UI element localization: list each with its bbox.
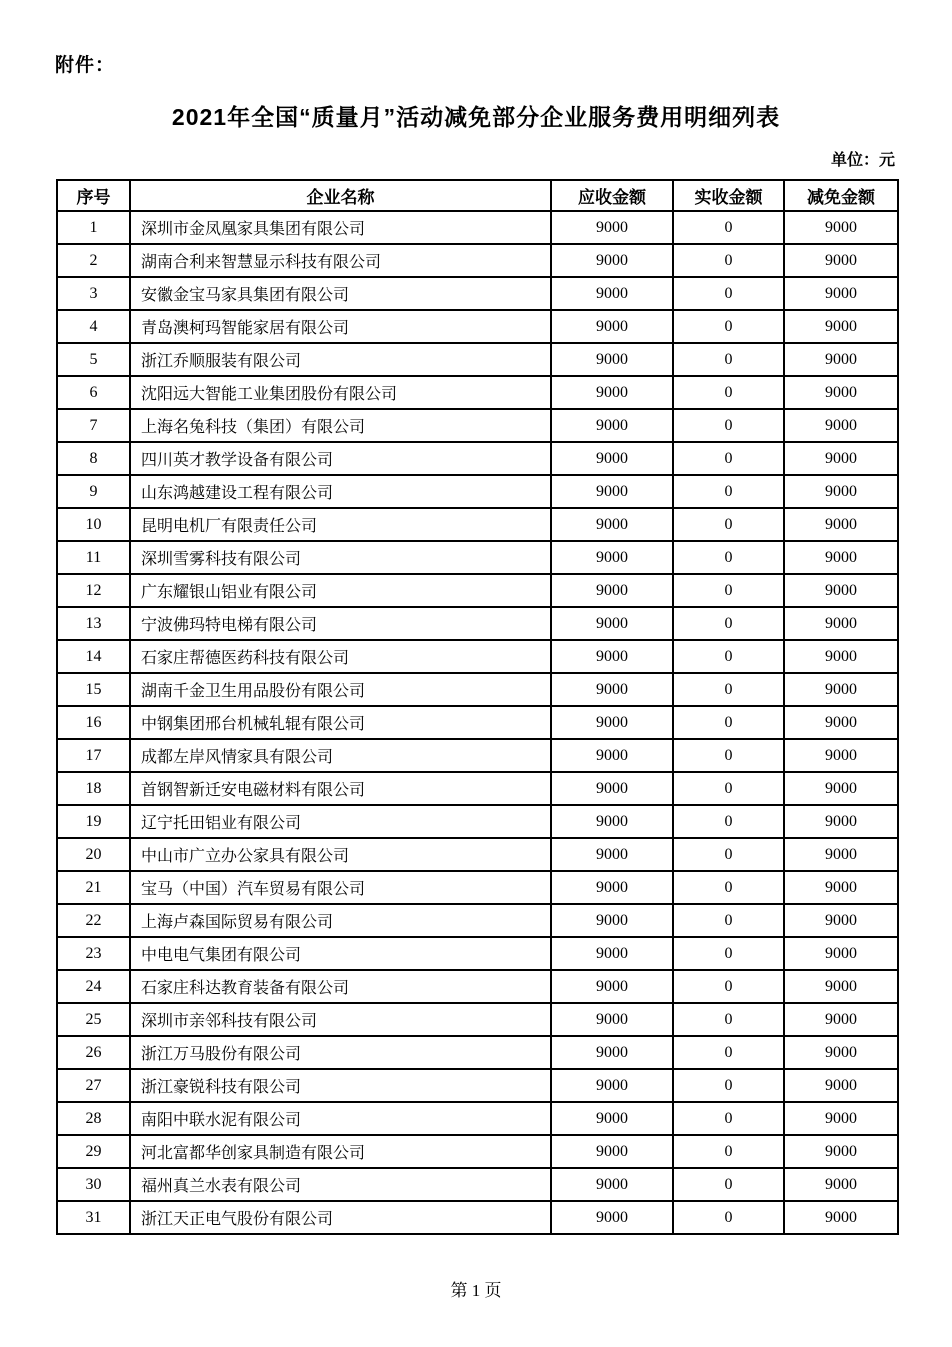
table-row [57, 409, 898, 442]
received-amount: 0 [673, 475, 784, 508]
table-row [57, 1003, 898, 1036]
received-amount: 0 [673, 1036, 784, 1069]
reduced-amount: 9000 [784, 1102, 898, 1135]
received-amount: 0 [673, 640, 784, 673]
received-amount: 0 [673, 904, 784, 937]
table-row [57, 871, 898, 904]
column-header-reduced: 减免金额 [784, 180, 898, 211]
row-index: 20 [57, 838, 130, 871]
table-row [57, 805, 898, 838]
received-amount: 0 [673, 937, 784, 970]
reduced-amount: 9000 [784, 772, 898, 805]
table-row [57, 376, 898, 409]
company-name: 中电电气集团有限公司 [130, 937, 551, 970]
row-index: 26 [57, 1036, 130, 1069]
row-index: 9 [57, 475, 130, 508]
reduced-amount: 9000 [784, 376, 898, 409]
company-name: 深圳市金凤凰家具集团有限公司 [130, 211, 551, 244]
reduced-amount: 9000 [784, 640, 898, 673]
receivable-amount: 9000 [551, 409, 673, 442]
row-index: 25 [57, 1003, 130, 1036]
company-name: 辽宁托田铝业有限公司 [130, 805, 551, 838]
row-index: 4 [57, 310, 130, 343]
table-row [57, 772, 898, 805]
received-amount: 0 [673, 277, 784, 310]
received-amount: 0 [673, 409, 784, 442]
table-row [57, 442, 898, 475]
reduced-amount: 9000 [784, 1036, 898, 1069]
reduced-amount: 9000 [784, 1003, 898, 1036]
row-index: 17 [57, 739, 130, 772]
reduced-amount: 9000 [784, 1168, 898, 1201]
receivable-amount: 9000 [551, 904, 673, 937]
unit-label: 单位：元 [830, 152, 895, 169]
company-name: 浙江天正电气股份有限公司 [130, 1201, 551, 1234]
company-name: 安徽金宝马家具集团有限公司 [130, 277, 551, 310]
company-name: 青岛澳柯玛智能家居有限公司 [130, 310, 551, 343]
receivable-amount: 9000 [551, 673, 673, 706]
company-name: 广东耀银山铝业有限公司 [130, 574, 551, 607]
reduced-amount: 9000 [784, 244, 898, 277]
table-row [57, 937, 898, 970]
receivable-amount: 9000 [551, 871, 673, 904]
company-name: 南阳中联水泥有限公司 [130, 1102, 551, 1135]
receivable-amount: 9000 [551, 541, 673, 574]
receivable-amount: 9000 [551, 508, 673, 541]
row-index: 14 [57, 640, 130, 673]
company-name: 宝马（中国）汽车贸易有限公司 [130, 871, 551, 904]
reduced-amount: 9000 [784, 508, 898, 541]
receivable-amount: 9000 [551, 772, 673, 805]
reduced-amount: 9000 [784, 706, 898, 739]
table-row [57, 475, 898, 508]
reduced-amount: 9000 [784, 310, 898, 343]
receivable-amount: 9000 [551, 244, 673, 277]
row-index: 11 [57, 541, 130, 574]
table-row [57, 739, 898, 772]
received-amount: 0 [673, 607, 784, 640]
column-header-receivable: 应收金额 [551, 180, 673, 211]
table-row [57, 508, 898, 541]
receivable-amount: 9000 [551, 343, 673, 376]
receivable-amount: 9000 [551, 706, 673, 739]
reduced-amount: 9000 [784, 805, 898, 838]
company-name: 湖南合利来智慧显示科技有限公司 [130, 244, 551, 277]
company-name: 湖南千金卫生用品股份有限公司 [130, 673, 551, 706]
received-amount: 0 [673, 574, 784, 607]
reduced-amount: 9000 [784, 904, 898, 937]
received-amount: 0 [673, 1069, 784, 1102]
received-amount: 0 [673, 442, 784, 475]
row-index: 19 [57, 805, 130, 838]
row-index: 16 [57, 706, 130, 739]
reduced-amount: 9000 [784, 673, 898, 706]
received-amount: 0 [673, 1135, 784, 1168]
row-index: 31 [57, 1201, 130, 1234]
received-amount: 0 [673, 211, 784, 244]
receivable-amount: 9000 [551, 640, 673, 673]
row-index: 10 [57, 508, 130, 541]
table-row [57, 1168, 898, 1201]
company-name: 沈阳远大智能工业集团股份有限公司 [130, 376, 551, 409]
table-row [57, 607, 898, 640]
reduced-amount: 9000 [784, 871, 898, 904]
receivable-amount: 9000 [551, 1135, 673, 1168]
reduced-amount: 9000 [784, 343, 898, 376]
table-row [57, 211, 898, 244]
reduced-amount: 9000 [784, 937, 898, 970]
receivable-amount: 9000 [551, 937, 673, 970]
reduced-amount: 9000 [784, 1201, 898, 1234]
document-title: 2021年全国“质量月”活动减免部分企业服务费用明细列表 [171, 104, 781, 130]
receivable-amount: 9000 [551, 310, 673, 343]
receivable-amount: 9000 [551, 1168, 673, 1201]
row-index: 13 [57, 607, 130, 640]
received-amount: 0 [673, 970, 784, 1003]
received-amount: 0 [673, 310, 784, 343]
company-name: 成都左岸风情家具有限公司 [130, 739, 551, 772]
received-amount: 0 [673, 706, 784, 739]
row-index: 23 [57, 937, 130, 970]
company-name: 深圳雪雾科技有限公司 [130, 541, 551, 574]
company-name: 深圳市亲邻科技有限公司 [130, 1003, 551, 1036]
table-row [57, 1069, 898, 1102]
received-amount: 0 [673, 871, 784, 904]
received-amount: 0 [673, 1102, 784, 1135]
row-index: 28 [57, 1102, 130, 1135]
company-name: 上海卢森国际贸易有限公司 [130, 904, 551, 937]
row-index: 6 [57, 376, 130, 409]
receivable-amount: 9000 [551, 475, 673, 508]
receivable-amount: 9000 [551, 211, 673, 244]
row-index: 21 [57, 871, 130, 904]
table-row [57, 310, 898, 343]
company-name: 昆明电机厂有限责任公司 [130, 508, 551, 541]
receivable-amount: 9000 [551, 838, 673, 871]
receivable-amount: 9000 [551, 574, 673, 607]
receivable-amount: 9000 [551, 970, 673, 1003]
row-index: 3 [57, 277, 130, 310]
table-row [57, 970, 898, 1003]
company-name: 中山市广立办公家具有限公司 [130, 838, 551, 871]
company-name: 上海名兔科技（集团）有限公司 [130, 409, 551, 442]
reduced-amount: 9000 [784, 1069, 898, 1102]
receivable-amount: 9000 [551, 1102, 673, 1135]
row-index: 18 [57, 772, 130, 805]
reduced-amount: 9000 [784, 1135, 898, 1168]
receivable-amount: 9000 [551, 1201, 673, 1234]
reduced-amount: 9000 [784, 475, 898, 508]
table-row [57, 640, 898, 673]
receivable-amount: 9000 [551, 1036, 673, 1069]
row-index: 7 [57, 409, 130, 442]
column-header-index: 序号 [57, 180, 130, 211]
company-name: 宁波佛玛特电梯有限公司 [130, 607, 551, 640]
row-index: 29 [57, 1135, 130, 1168]
received-amount: 0 [673, 343, 784, 376]
received-amount: 0 [673, 541, 784, 574]
company-name: 山东鸿越建设工程有限公司 [130, 475, 551, 508]
row-index: 2 [57, 244, 130, 277]
receivable-amount: 9000 [551, 442, 673, 475]
receivable-amount: 9000 [551, 376, 673, 409]
company-name: 石家庄帮德医药科技有限公司 [130, 640, 551, 673]
received-amount: 0 [673, 244, 784, 277]
table-row [57, 1036, 898, 1069]
table-row [57, 706, 898, 739]
company-name: 首钢智新迁安电磁材料有限公司 [130, 772, 551, 805]
table-row [57, 1201, 898, 1234]
received-amount: 0 [673, 508, 784, 541]
reduced-amount: 9000 [784, 838, 898, 871]
row-index: 27 [57, 1069, 130, 1102]
attachment-label: 附件： [55, 55, 116, 76]
reduced-amount: 9000 [784, 277, 898, 310]
received-amount: 0 [673, 805, 784, 838]
table-row [57, 574, 898, 607]
row-index: 15 [57, 673, 130, 706]
column-header-company: 企业名称 [130, 180, 551, 211]
company-name: 石家庄科达教育装备有限公司 [130, 970, 551, 1003]
reduced-amount: 9000 [784, 211, 898, 244]
row-index: 1 [57, 211, 130, 244]
company-name: 浙江万马股份有限公司 [130, 1036, 551, 1069]
received-amount: 0 [673, 838, 784, 871]
receivable-amount: 9000 [551, 607, 673, 640]
company-name: 浙江乔顺服装有限公司 [130, 343, 551, 376]
company-name: 福州真兰水表有限公司 [130, 1168, 551, 1201]
company-name: 四川英才教学设备有限公司 [130, 442, 551, 475]
reduced-amount: 9000 [784, 574, 898, 607]
table-row [57, 673, 898, 706]
table-row [57, 838, 898, 871]
received-amount: 0 [673, 1201, 784, 1234]
received-amount: 0 [673, 1168, 784, 1201]
receivable-amount: 9000 [551, 1069, 673, 1102]
received-amount: 0 [673, 739, 784, 772]
received-amount: 0 [673, 772, 784, 805]
row-index: 12 [57, 574, 130, 607]
row-index: 5 [57, 343, 130, 376]
fee-table [56, 179, 899, 1235]
receivable-amount: 9000 [551, 277, 673, 310]
received-amount: 0 [673, 1003, 784, 1036]
table-row [57, 541, 898, 574]
table-body [57, 211, 898, 1234]
reduced-amount: 9000 [784, 442, 898, 475]
table-row [57, 1102, 898, 1135]
received-amount: 0 [673, 673, 784, 706]
row-index: 30 [57, 1168, 130, 1201]
received-amount: 0 [673, 376, 784, 409]
company-name: 河北富都华创家具制造有限公司 [130, 1135, 551, 1168]
row-index: 24 [57, 970, 130, 1003]
row-index: 22 [57, 904, 130, 937]
page-number: 第 1 页 [450, 1281, 502, 1300]
column-header-received: 实收金额 [673, 180, 784, 211]
receivable-amount: 9000 [551, 805, 673, 838]
table-row [57, 343, 898, 376]
table-row [57, 277, 898, 310]
company-name: 中钢集团邢台机械轧辊有限公司 [130, 706, 551, 739]
company-name: 浙江豪锐科技有限公司 [130, 1069, 551, 1102]
receivable-amount: 9000 [551, 1003, 673, 1036]
row-index: 8 [57, 442, 130, 475]
receivable-amount: 9000 [551, 739, 673, 772]
reduced-amount: 9000 [784, 541, 898, 574]
reduced-amount: 9000 [784, 970, 898, 1003]
table-row [57, 244, 898, 277]
table-row [57, 1135, 898, 1168]
reduced-amount: 9000 [784, 607, 898, 640]
reduced-amount: 9000 [784, 409, 898, 442]
reduced-amount: 9000 [784, 739, 898, 772]
table-row [57, 904, 898, 937]
table-header-row [57, 180, 898, 211]
